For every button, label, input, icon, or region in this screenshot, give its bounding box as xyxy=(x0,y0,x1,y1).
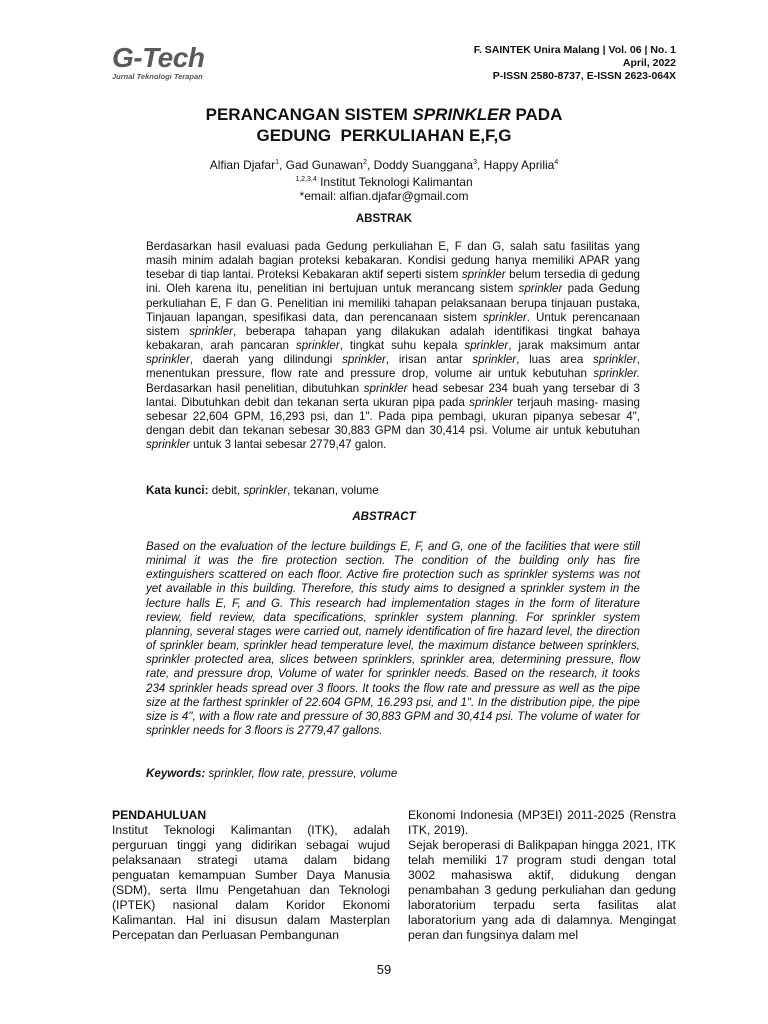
abstrak-text: Berdasarkan hasil penelitian, dibutuhkan xyxy=(146,381,364,395)
abstrak-text: terjauh masing- masing sebesar 22,604 GPM, 16,293 psi, dan 1". Pada pipa pembagi, ukuran pipanya sebesar 4", dengan debit dan tekanan sebesar 30,883 GPM dan 30,414 psi. Volume air untuk kebutuhan xyxy=(146,395,640,438)
abstrak-text: , tingkat suhu kepala xyxy=(339,339,465,353)
page-number: 59 xyxy=(376,962,392,977)
abstrak-text: , menentukan pressure, flow rate and pressure drop, volume air untuk kebutuhan xyxy=(146,353,641,381)
keywords-label: Kata kunci: xyxy=(146,484,209,497)
keywords-italic: sprinkler xyxy=(243,484,288,497)
author-sup: 3 xyxy=(473,159,477,166)
title-line-2: GEDUNG PERKULIAHAN E,F,G xyxy=(256,126,512,145)
abstrak-italic-term: sprinkler xyxy=(295,339,340,353)
abstrak-italic-term: sprinkler xyxy=(464,339,509,353)
title-italic-part: SPRINKLER xyxy=(412,105,511,124)
abstrak-body xyxy=(146,240,640,452)
abstrak-text: , daerah yang dilindungi xyxy=(189,353,343,367)
affiliation-name: Institut Teknologi Kalimantan xyxy=(316,174,473,189)
title-part: PADA xyxy=(510,105,563,124)
logo-subtitle: Jurnal Teknologi Terapan xyxy=(112,72,203,81)
abstrak-text: Berdasarkan hasil evaluasi pada Gedung perkuliahan E, F dan G, salah satu fasilitas yang masih minim adalah bagian proteksi kebakaran. Kondisi gedung hanya memiliki APAR yang tesebar di tiap lantai. Proteksi Kebakaran aktif seperti sistem xyxy=(146,240,640,282)
abstrak-text: head sebesar 234 buah yang tersebar di 3 lantai. Dibutuhkan debit dan tekanan serta ukuran pipa pada xyxy=(146,381,640,409)
abstrak-text: , irisan antar xyxy=(385,353,473,367)
author-sup: 4 xyxy=(554,159,559,166)
journal-issn: P-ISSN 2580-8737, E-ISSN 2623-064X xyxy=(492,70,676,82)
body-column-left xyxy=(112,808,390,943)
author-sup: 1 xyxy=(275,159,280,166)
journal-info xyxy=(474,44,676,83)
abstrak-text: , beberapa tahapan yang dilakukan adalah identifikasi tingkat bahaya kebakaran, arah pancaran xyxy=(146,324,640,353)
abstrak-italic-term: sprinkler xyxy=(518,282,563,296)
abstrak-italic-term: sprinkler xyxy=(342,353,386,367)
body-paragraph: Sejak beroperasi di Balikpapan hingga 2021, ITK telah memiliki 17 program studi dengan total 3002 mahasiswa aktif, didukung dengan penambahan 3 gedung perkuliahan dan gedung laboratorium terpadu serta fasilitas alat laboratorium yang ada di dalamnya. Mengingat peran dan fungsinya dalam mel xyxy=(408,838,676,942)
author-name: Alfian Djafar xyxy=(209,158,276,172)
body-paragraph: Ekonomi Indonesia (MP3EI) 2011-2025 (Renstra ITK, 2019). xyxy=(408,808,676,837)
section-heading: PENDAHULUAN xyxy=(112,808,207,822)
journal-logo xyxy=(112,44,204,81)
abstrak-italic-term: sprinkler xyxy=(461,268,506,282)
keywords xyxy=(146,767,397,780)
author-name: , Gad Gunawan xyxy=(279,158,364,172)
authors-block xyxy=(0,156,768,204)
logo-text: G-Tech xyxy=(112,42,205,73)
abstract-body: Based on the evaluation of the lecture buildings E, F, and G, one of the facilities that were still minimal it was the fire protection section. The condition of the building only has fire extinguishers scattered on each floor. Active fire protection such as sprinkler systems was not yet available in this building. Therefore, this study aims to designed a sprinkler system in the lecture halls E, F, and G. This research had implementation stages in the form of literature review, field review, data specifications, sprinkler system planning. For sprinkler system planning, several stages were carried out, namely identification of fire hazard level, the direction of sprinkler beam, sprinkler head temperature level, the maximum distance between sprinklers, sprinkler protected area, slices between sprinklers, sprinkler area, determining pressure, flow rate, and pressure drop, Volume of water for sprinkler needs. Based on the research, it tooks 234 sprinkler heads spread over 3 floors. It tooks the flow rate and pressure as well as the pipe size at the farthest sprinkler of 22.604 GPM, 16.293 psi, and 1". In the distribution pipe, the pipe size is 4", with a flow rate and pressure of 30,883 GPM and 30,414 psi. The volume of water for sprinkler needs for 3 floors is 2779,47 gallons. xyxy=(146,540,640,738)
keywords-label: Keywords: xyxy=(146,767,206,780)
journal-volume: F. SAINTEK Unira Malang | Vol. 06 | No. 1 xyxy=(473,44,676,56)
author-name: , Happy Aprilia xyxy=(476,158,555,172)
author-name: , Doddy Suanggana xyxy=(366,158,474,172)
abstrak-italic-term: sprinkler xyxy=(482,310,527,324)
abstrak-text: , luas area xyxy=(516,353,593,367)
keywords-text: , tekanan, volume xyxy=(287,484,379,497)
abstrak-text: belum tersedia di gedung ini. Oleh karena itu, penelitian ini bertujuan untuk merancang sistem xyxy=(146,268,640,296)
author-list xyxy=(0,156,768,173)
title-part: PERANCANGAN SISTEM xyxy=(205,105,413,124)
affiliation xyxy=(0,173,768,190)
keywords-text: sprinkler, flow rate, pressure, volume xyxy=(205,767,398,780)
keywords-text: debit, xyxy=(208,484,244,497)
abstrak-text: . Untuk perencanaan sistem xyxy=(146,310,640,338)
abstrak-italic-term: sprinkler xyxy=(592,353,637,367)
abstrak-text: , jarak maksimum antar xyxy=(508,339,641,353)
kata-kunci xyxy=(146,484,379,497)
author-email: *email: alfian.djafar@gmail.com xyxy=(299,189,469,203)
body-paragraph: Institut Teknologi Kalimantan (ITK), adalah perguruan tinggi yang didirikan sebagai wujud pelaksanaan strategi utama dalam bidang penguatan kemampuan Sumber Daya Manusia (SDM), serta Ilmu Pengetahuan dan Teknologi (IPTEK) nasional dalam Koridor Ekonomi Kalimantan. Hal ini disusun dalam Masterplan Percepatan dan Perluasan Pembangunan xyxy=(112,823,390,942)
body-column-right xyxy=(408,808,676,943)
abstrak-italic-term: sprinkler xyxy=(469,395,513,409)
abstract-heading: ABSTRACT xyxy=(352,511,416,523)
affiliation-sup: 1,2,3,4 xyxy=(295,175,317,183)
abstrak-italic-term: sprinkler xyxy=(189,324,234,338)
paper-title xyxy=(0,104,768,146)
abstrak-italic-term: sprinkler xyxy=(146,438,190,452)
author-sup: 2 xyxy=(363,159,367,166)
abstrak-heading: ABSTRAK xyxy=(355,213,413,225)
abstrak-italic-term: sprinkler. xyxy=(593,367,640,381)
journal-date: April, 2022 xyxy=(622,57,676,69)
abstrak-italic-term: sprinkler xyxy=(146,353,190,367)
abstrak-text: untuk 3 lantai sebesar 2779,47 galon. xyxy=(189,438,387,452)
abstrak-text: pada Gedung perkuliahan E, F dan G. Penelitian ini memiliki tahapan pelaksanaan berupa tinjauan pustaka, Tinjauan lapangan, spesifikasi data, dan perencanaan sistem xyxy=(146,282,640,324)
abstrak-italic-term: sprinkler xyxy=(363,381,408,395)
abstrak-italic-term: sprinkler xyxy=(472,353,517,367)
